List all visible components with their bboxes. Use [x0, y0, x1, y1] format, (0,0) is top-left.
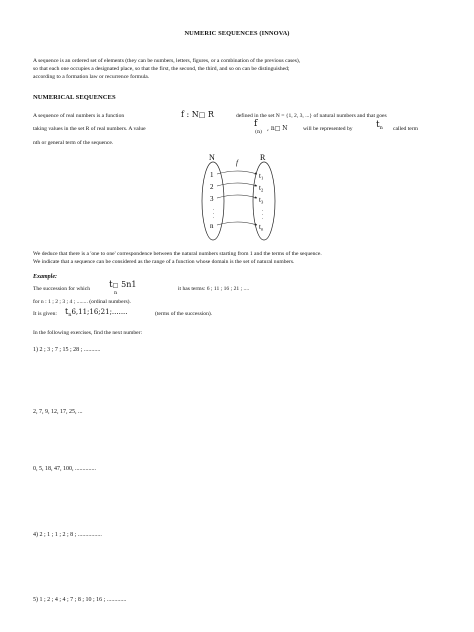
definition-text-a1: A sequence of real numbers is a function — [33, 113, 125, 119]
section-heading: NUMERICAL SEQUENCES — [33, 94, 116, 101]
domain-dot-1: . — [213, 207, 215, 212]
formula-subscript: n — [114, 290, 118, 296]
n-paren: (n) — [255, 129, 263, 135]
arrow-3 — [217, 195, 257, 198]
range-element-2: $t_2$ — [259, 184, 264, 193]
intro-line-3: according to a formation law or recurrence formula. — [33, 74, 150, 80]
page-title: NUMERIC SEQUENCES (INNOVA) — [184, 30, 290, 37]
range-element-3: $t_3$ — [259, 196, 264, 205]
definition-text-a2: defined in the set N = {1, 2, 3, ...} of natural numbers and that goes — [236, 113, 387, 119]
given-values: 6,11;16;21;....... — [71, 308, 128, 316]
exercises-intro: In the following exercises, find the next number: — [33, 330, 143, 336]
domain-dot-2: . — [213, 211, 215, 216]
example-line-3b: (terms of the succession). — [155, 311, 213, 317]
exercise-5: 5) 1 ; 2 ; 4 ; 4 ; 7 ; 8 ; 10 ; 16 ; ............. — [33, 597, 127, 603]
n-in-text: , n — [267, 125, 275, 132]
element-box-symbol: □ — [274, 125, 281, 132]
example-label: Example: — [33, 274, 57, 280]
domain-dot-3: . — [213, 215, 215, 220]
definition-text-b2: will be represented by — [303, 126, 353, 132]
f-of-n — [254, 120, 261, 139]
intro-line-2: so that each one occupies a designated place, so that the first, the second, the third, and so on can be distinguished; — [33, 66, 290, 72]
intro-line-1: A sequence is an ordered set of elements (they can be numbers, letters, figures, or a combination of the previous cases), — [33, 58, 301, 64]
example-formula — [109, 280, 137, 296]
range-dot-2: . — [262, 212, 264, 217]
range-dot-3: . — [262, 216, 264, 221]
domain-element-2: 2 — [210, 183, 214, 191]
given-subscript: n — [68, 312, 72, 318]
domain-element-n: n — [210, 222, 214, 230]
formula-eq-box: □ — [112, 282, 119, 289]
f-symbol: f — [254, 119, 258, 129]
example-line-1a: The succession for which — [33, 286, 91, 292]
range-element-n: $t_n$ — [259, 223, 264, 232]
range-dot-1: . — [262, 208, 264, 213]
range-element-1: $t_1$ — [259, 172, 264, 181]
t-symbol: t — [376, 120, 380, 130]
example-given-sequence — [65, 307, 128, 320]
function-notation — [181, 110, 214, 119]
definition-text-b3: called term — [393, 126, 419, 132]
exercise-3: 0, 5, 18, 47, 100, .............. — [33, 466, 96, 472]
mapping-diagram — [196, 150, 286, 246]
function-f-label: f — [236, 159, 238, 167]
formula-t: t — [109, 280, 113, 290]
domain-element-1: 1 — [210, 171, 214, 179]
example-line-2: for n : 1 ; 2 ; 3 ; 4 ; ........ (ordinal numbers). — [33, 299, 131, 305]
set-n-label: N — [209, 153, 215, 162]
n-membership — [267, 125, 288, 132]
function-label: f : N — [181, 110, 199, 119]
conclusion-line-2: We indicate that a sequence can be considered as the range of a function whose domain is the set of natural numbers. — [33, 259, 295, 265]
given-t: t — [65, 307, 69, 316]
t-n-notation — [376, 121, 383, 133]
t-subscript: n — [379, 125, 383, 131]
example-line-3a: It is given: — [33, 311, 57, 317]
domain-element-3: 3 — [210, 195, 214, 203]
exercise-4: 4) 2 ; 1 ; 1 ; 2 ; 8 ; ................ — [33, 532, 102, 538]
arrow-1 — [217, 171, 257, 174]
arrow-n — [217, 222, 257, 225]
definition-text-c: nth or general term of the sequence. — [33, 140, 114, 146]
exercise-1: 1) 2 ; 3 ; 7 ; 15 ; 28 ; ........... — [33, 347, 101, 353]
definition-text-b1: taking values in the set R of real numbers. A value — [33, 126, 146, 132]
example-line-1b: it has terms: 6 ; 11 ; 16 ; 21 ; .... — [178, 286, 250, 292]
arrow-box-symbol: □ — [198, 111, 206, 119]
codomain-symbol: R — [207, 110, 214, 119]
set-r-label: R — [260, 153, 266, 162]
conclusion-line-1: We deduce that there is a 'one to one' correspondence between the natural numbers starting from 1 and the terms of the sequence. — [33, 251, 322, 257]
formula-rhs: 5n1 — [121, 280, 137, 289]
exercise-2: 2, 7, 9, 12, 17, 25, ... — [33, 409, 83, 415]
n-set-symbol: N — [282, 125, 288, 132]
